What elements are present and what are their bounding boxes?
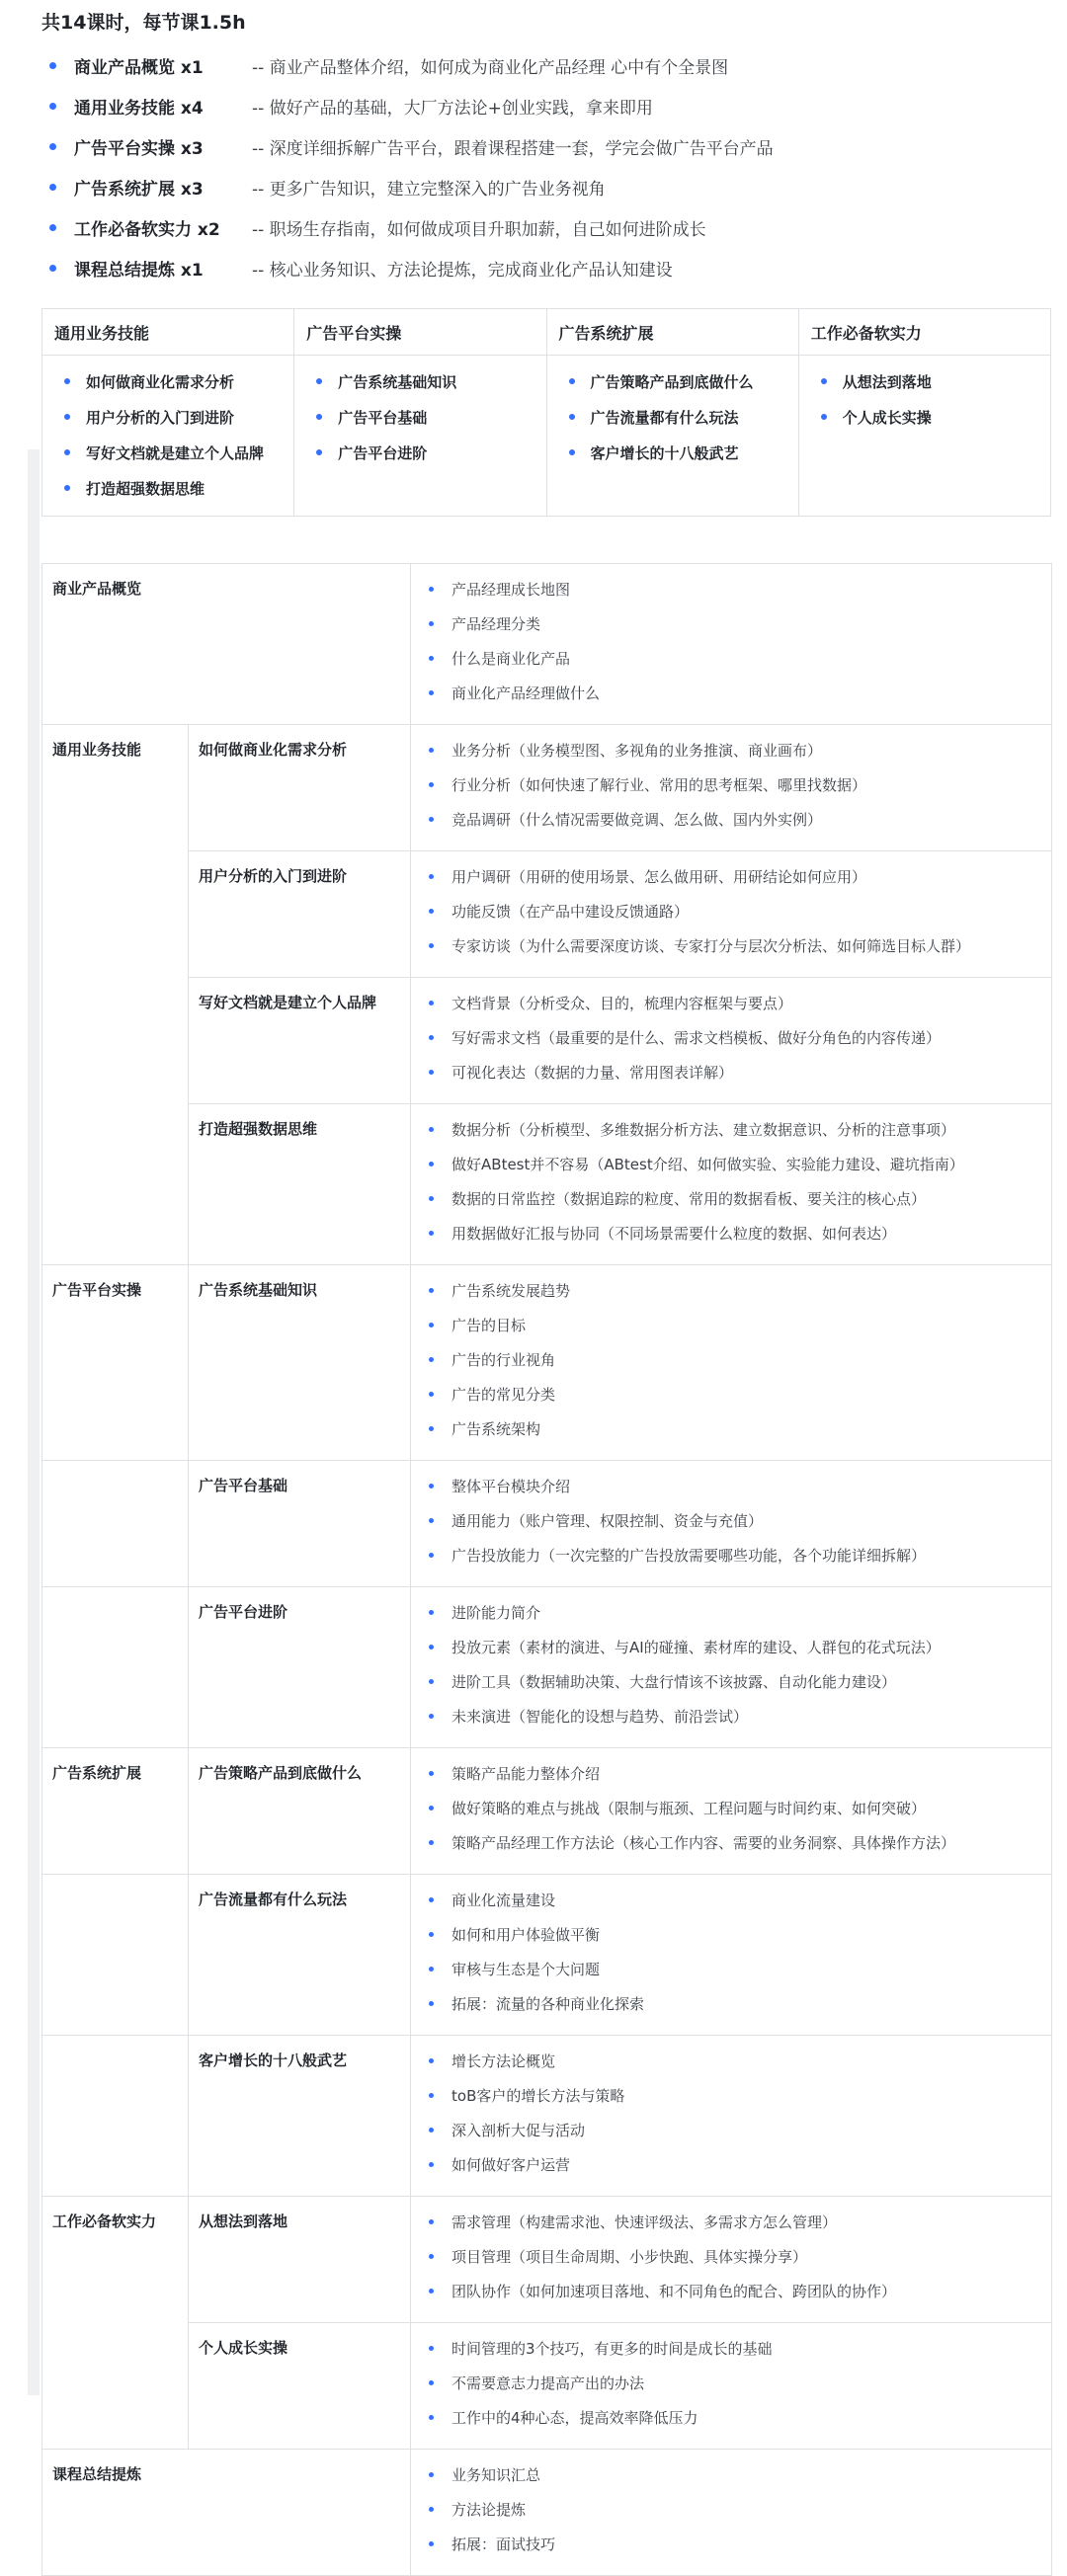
topic-item: 商业化流量建设 [425,1883,1041,1917]
overview-cell [798,356,1050,517]
bullet-icon [429,2162,434,2167]
topic-item: 投放元素（素材的演进、与AI的碰撞、素材库的建设、人群包的花式玩法） [425,1630,1041,1664]
topic-cell [411,1587,1052,1748]
subtopic-cell: 客户增长的十八般武艺 [189,2036,411,2197]
bullet-icon [429,1553,434,1558]
topic-item: 什么是商业化产品 [425,641,1041,676]
topic-item: 审核与生态是个大问题 [425,1952,1041,1986]
table-row [42,2197,1052,2323]
table-row [42,1461,1052,1587]
topic-item: 用户调研（用研的使用场景、怎么做用研、用研结论如何应用） [425,859,1041,894]
table-row [42,2036,1052,2197]
topic-cell [411,1104,1052,1265]
topic-item: 竞品调研（什么情况需要做竞调、怎么做、国内外实例） [425,802,1041,837]
topic-item: 拓展：面试技巧 [425,2527,1041,2561]
overview-item: 广告系统基础知识 [306,363,534,399]
topic-item: 可视化表达（数据的力量、常用图表详解） [425,1055,1041,1089]
category-cell-empty [42,1461,189,1587]
bullet-icon [429,1714,434,1719]
course-summary-list [41,45,1029,288]
topic-item: 工作中的4种心态，提高效率降低压力 [425,2400,1041,2435]
overview-item: 写好文档就是建立个人品牌 [54,435,282,470]
topic-item: 数据的日常监控（数据追踪的粒度、常用的数据看板、要关注的核心点） [425,1181,1041,1216]
bullet-icon [429,587,434,592]
topic-item: toB客户的增长方法与策略 [425,2078,1041,2113]
bullet-icon [429,2380,434,2385]
category-cell: 课程总结提炼 [42,2450,411,2576]
bullet-icon [429,2219,434,2224]
topic-item: 广告的行业视角 [425,1342,1041,1377]
subtopic-cell: 从想法到落地 [189,2197,411,2323]
bullet-icon [429,1518,434,1523]
subtopic-cell: 写好文档就是建立个人品牌 [189,978,411,1104]
bullet-icon [49,184,56,191]
overview-item: 广告策略产品到底做什么 [559,363,786,399]
topic-item: 团队协作（如何加速项目落地、和不同角色的配合、跨团队的协作） [425,2274,1041,2308]
table-row [42,1104,1052,1265]
bullet-icon [429,1967,434,1972]
topic-item: 做好ABtest并不容易（ABtest介绍、如何做实验、实验能力建设、避坑指南） [425,1147,1041,1181]
table-row [42,851,1052,978]
bullet-icon [429,943,434,948]
topic-item: 深入剖析大促与活动 [425,2113,1041,2147]
topic-item: 业务分析（业务模型图、多视角的业务推演、商业画布） [425,733,1041,767]
course-detail-table [41,563,1052,2576]
topic-item: 增长方法论概览 [425,2044,1041,2078]
bullet-icon [316,414,322,420]
bullet-icon [569,414,575,420]
overview-cell [294,356,546,517]
bullet-icon [429,690,434,695]
subtopic-cell: 个人成长实操 [189,2323,411,2450]
bullet-icon [429,656,434,661]
summary-item: 商业产品概览 x1 -- 商业产品整体介绍，如何成为商业化产品经理 心中有个全景图 [41,45,1029,86]
bullet-icon [821,378,827,384]
bullet-icon [429,1806,434,1811]
bullet-icon [429,1070,434,1075]
summary-item: 工作必备软实力 x2 -- 职场生存指南，如何做成项目升职加薪，自己如何进阶成长 [41,207,1029,248]
topic-item: 业务知识汇总 [425,2457,1041,2492]
topic-cell [411,1875,1052,2036]
topic-cell [411,1265,1052,1461]
bullet-icon [429,2093,434,2098]
topic-item: 广告系统发展趋势 [425,1273,1041,1308]
subtopic-cell: 用户分析的入门到进阶 [189,851,411,978]
table-row [42,2450,1052,2576]
left-margin-bar [28,454,40,2395]
bullet-icon [429,621,434,626]
bullet-icon [429,782,434,787]
bullet-icon [49,62,56,69]
topic-cell [411,978,1052,1104]
overview-item: 从想法到落地 [811,363,1038,399]
topic-item: 广告的目标 [425,1308,1041,1342]
bullet-icon [429,2541,434,2546]
overview-item: 用户分析的入门到进阶 [54,399,282,435]
overview-header: 广告平台实操 [294,309,546,356]
overview-header: 工作必备软实力 [798,309,1050,356]
topic-item: 整体平台模块介绍 [425,1469,1041,1503]
summary-item: 课程总结提炼 x1 -- 核心业务知识、方法论提炼，完成商业化产品认知建设 [41,248,1029,288]
bullet-icon [429,2346,434,2351]
summary-item: 广告系统扩展 x3 -- 更多广告知识，建立完整深入的广告业务视角 [41,167,1029,207]
overview-item: 广告流量都有什么玩法 [559,399,786,435]
topic-cell [411,2450,1052,2576]
topic-item: 进阶能力简介 [425,1595,1041,1630]
subtopic-cell: 广告平台进阶 [189,1587,411,1748]
topic-item: 未来演进（智能化的设想与趋势、前沿尝试） [425,1699,1041,1733]
subtopic-cell: 广告系统基础知识 [189,1265,411,1461]
topic-item: 产品经理分类 [425,606,1041,641]
bullet-icon [64,485,70,491]
topic-item: 通用能力（账户管理、权限控制、资金与充值） [425,1503,1041,1538]
topic-cell [411,2036,1052,2197]
bullet-icon [429,1484,434,1489]
overview-item: 广告平台基础 [306,399,534,435]
bullet-icon [64,414,70,420]
topic-item: 行业分析（如何快速了解行业、常用的思考框架、哪里找数据） [425,767,1041,802]
bullet-icon [429,817,434,822]
bullet-icon [64,378,70,384]
bullet-icon [821,414,827,420]
bullet-icon [49,265,56,272]
topic-cell [411,725,1052,851]
topic-item: 文档背景（分析受众、目的，梳理内容框架与要点） [425,986,1041,1020]
bullet-icon [429,1679,434,1684]
subtopic-cell: 广告平台基础 [189,1461,411,1587]
topic-cell [411,1748,1052,1875]
overview-item: 如何做商业化需求分析 [54,363,282,399]
bullet-icon [64,449,70,455]
bullet-icon [429,1035,434,1040]
table-row [42,1748,1052,1875]
bullet-icon [429,874,434,879]
topic-item: 用数据做好汇报与协同（不同场景需要什么粒度的数据、如何表达） [425,1216,1041,1250]
overview-cell [546,356,798,517]
subtopic-cell: 打造超强数据思维 [189,1104,411,1265]
bullet-icon [569,378,575,384]
topic-item: 策略产品能力整体介绍 [425,1756,1041,1791]
category-cell: 商业产品概览 [42,564,411,725]
overview-header: 广告系统扩展 [546,309,798,356]
topic-cell [411,851,1052,978]
topic-item: 写好需求文档（最重要的是什么、需求文档模板、做好分角色的内容传递） [425,1020,1041,1055]
topic-item: 方法论提炼 [425,2492,1041,2527]
topic-item: 如何和用户体验做平衡 [425,1917,1041,1952]
overview-item: 广告平台进阶 [306,435,534,470]
category-cell: 通用业务技能 [42,725,189,1265]
bullet-icon [569,449,575,455]
bullet-icon [429,1932,434,1937]
topic-item: 专家访谈（为什么需要深度访谈、专家打分与层次分析法、如何筛选目标人群） [425,928,1041,963]
overview-header: 通用业务技能 [42,309,294,356]
page-title: 共14课时，每节课1.5h [41,12,246,34]
topic-item: 广告的常见分类 [425,1377,1041,1411]
overview-cell [42,356,294,517]
bullet-icon [429,1001,434,1006]
subtopic-cell: 如何做商业化需求分析 [189,725,411,851]
bullet-icon [429,1610,434,1615]
bullet-icon [429,1127,434,1132]
category-cell-empty [42,2036,189,2197]
module-overview-table [41,308,1051,517]
bullet-icon [429,2128,434,2133]
table-row [42,725,1052,851]
category-cell-empty [42,1587,189,1748]
bullet-icon [429,1771,434,1776]
overview-item: 个人成长实操 [811,399,1038,435]
category-cell-empty [42,1875,189,2036]
bullet-icon [429,1840,434,1845]
table-row [42,1265,1052,1461]
topic-item: 不需要意志力提高产出的办法 [425,2366,1041,2400]
topic-item: 进阶工具（数据辅助决策、大盘行情该不该披露、自动化能力建设） [425,1664,1041,1699]
subtopic-cell: 广告流量都有什么玩法 [189,1875,411,2036]
bullet-icon [429,2472,434,2477]
subtopic-cell: 广告策略产品到底做什么 [189,1748,411,1875]
bullet-icon [429,2001,434,2006]
bullet-icon [316,449,322,455]
table-row [42,564,1052,725]
bullet-icon [429,2058,434,2063]
table-row [42,1587,1052,1748]
topic-item: 时间管理的3个技巧，有更多的时间是成长的基础 [425,2331,1041,2366]
bullet-icon [429,1323,434,1328]
topic-cell [411,2323,1052,2450]
topic-item: 项目管理（项目生命周期、小步快跑、具体实操分享） [425,2239,1041,2274]
bullet-icon [429,1392,434,1397]
category-cell: 广告平台实操 [42,1265,189,1461]
table-row [42,978,1052,1104]
topic-item: 做好策略的难点与挑战（限制与瓶颈、工程问题与时间约束、如何突破） [425,1791,1041,1825]
summary-item: 通用业务技能 x4 -- 做好产品的基础，大厂方法论+创业实践，拿来即用 [41,86,1029,126]
bullet-icon [429,1357,434,1362]
bullet-icon [429,1426,434,1431]
table-row [42,1875,1052,2036]
table-row [42,2323,1052,2450]
bullet-icon [429,1196,434,1201]
bullet-icon [429,748,434,753]
bullet-icon [49,224,56,231]
category-cell: 广告系统扩展 [42,1748,189,1875]
bullet-icon [429,2507,434,2512]
bullet-icon [316,378,322,384]
bullet-icon [49,103,56,110]
bullet-icon [429,1162,434,1167]
summary-item: 广告平台实操 x3 -- 深度详细拆解广告平台，跟着课程搭建一套，学完会做广告平台产品 [41,126,1029,167]
topic-item: 广告投放能力（一次完整的广告投放需要哪些功能，各个功能详细拆解） [425,1538,1041,1572]
topic-item: 广告系统架构 [425,1411,1041,1446]
topic-item: 策略产品经理工作方法论（核心工作内容、需要的业务洞察、具体操作方法） [425,1825,1041,1860]
topic-item: 需求管理（构建需求池、快速评级法、多需求方怎么管理） [425,2205,1041,2239]
topic-item: 如何做好客户运营 [425,2147,1041,2182]
category-cell: 工作必备软实力 [42,2197,189,2450]
topic-cell [411,564,1052,725]
bullet-icon [429,1288,434,1293]
bullet-icon [49,143,56,150]
bullet-icon [429,909,434,914]
bullet-icon [429,1645,434,1650]
topic-item: 功能反馈（在产品中建设反馈通路） [425,894,1041,928]
overview-item: 打造超强数据思维 [54,470,282,506]
bullet-icon [429,2254,434,2259]
bullet-icon [429,1231,434,1236]
topic-cell [411,1461,1052,1587]
topic-cell [411,2197,1052,2323]
topic-item: 数据分析（分析模型、多维数据分析方法、建立数据意识、分析的注意事项） [425,1112,1041,1147]
topic-item: 产品经理成长地图 [425,572,1041,606]
topic-item: 拓展：流量的各种商业化探索 [425,1986,1041,2021]
topic-item: 商业化产品经理做什么 [425,676,1041,710]
bullet-icon [429,2289,434,2294]
overview-item: 客户增长的十八般武艺 [559,435,786,470]
bullet-icon [429,1897,434,1902]
